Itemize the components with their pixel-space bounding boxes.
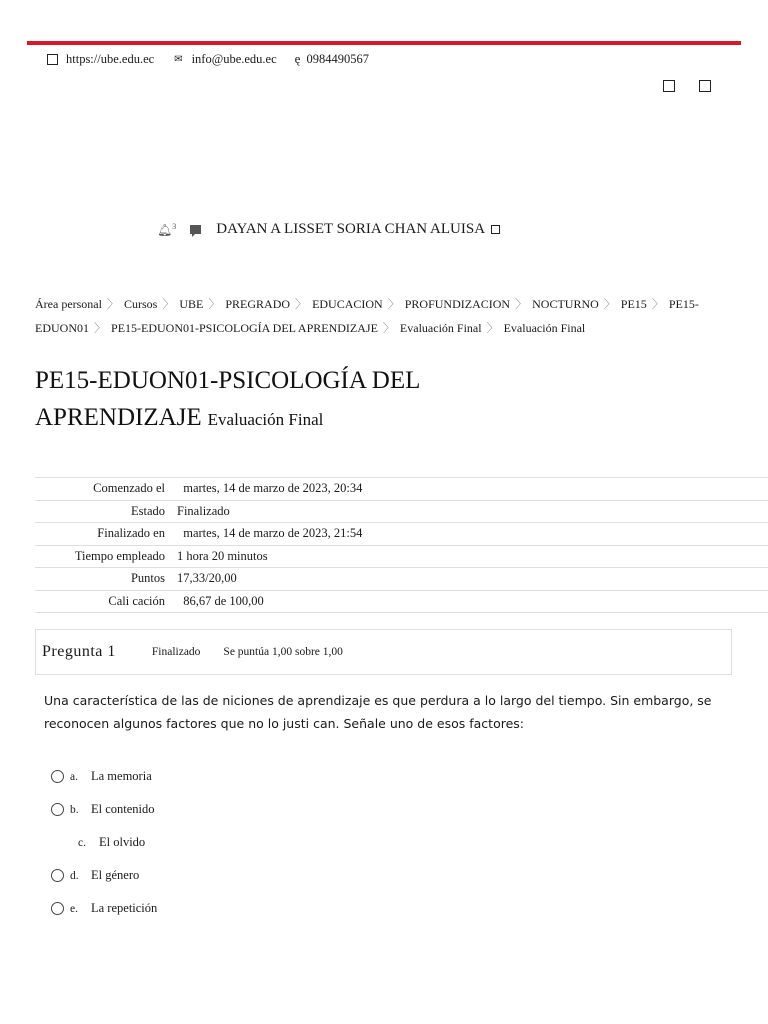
notification-count: 3	[172, 221, 177, 231]
answer-option-e[interactable]	[51, 892, 157, 925]
top-icon-group	[663, 80, 711, 92]
summary-row	[35, 545, 768, 568]
summary-label: Tiempo empleado	[35, 545, 177, 568]
breadcrumb-item[interactable]: UBE	[179, 297, 204, 311]
answer-option-b[interactable]	[51, 793, 157, 826]
summary-label: Estado	[35, 500, 177, 523]
answer-text: La memoria	[91, 769, 152, 783]
page-title	[35, 362, 555, 438]
breadcrumb-item[interactable]: NOCTURNO	[532, 297, 599, 311]
breadcrumb-item[interactable]: Área personal	[35, 297, 102, 311]
answer-text: El género	[91, 868, 140, 882]
answer-text: El contenido	[91, 802, 155, 816]
summary-value: martes, 14 de marzo de 2023, 21:54	[177, 523, 768, 546]
header-accent-bar	[27, 41, 741, 45]
summary-value: 1 hora 20 minutos	[177, 545, 768, 568]
breadcrumb-item[interactable]: Evaluación Final	[399, 321, 482, 335]
breadcrumb-item[interactable]: PE15-EDUON01-PSICOLOGÍA DEL APRENDIZAJE	[111, 321, 378, 335]
answer-letter: d.	[70, 869, 79, 882]
question-state: Finalizado	[151, 646, 201, 658]
summary-row	[35, 523, 768, 546]
radio-icon[interactable]	[51, 869, 64, 882]
user-bar	[157, 221, 500, 238]
summary-label: Cali cación	[35, 590, 177, 613]
summary-label: Finalizado en	[35, 523, 177, 546]
menu-icon[interactable]	[663, 80, 675, 92]
radio-icon[interactable]	[51, 770, 64, 783]
page-subtitle: Evaluación Final	[207, 410, 324, 429]
summary-value: martes, 14 de marzo de 2023, 20:34	[177, 478, 768, 501]
breadcrumb-item[interactable]: Cursos	[123, 297, 158, 311]
summary-label: Puntos	[35, 568, 177, 591]
user-menu-icon[interactable]	[491, 225, 500, 234]
answer-letter: b.	[70, 803, 79, 816]
summary-row	[35, 478, 768, 501]
summary-label: Comenzado el	[35, 478, 177, 501]
breadcrumb-item[interactable]: PREGRADO	[225, 297, 291, 311]
contact-bar	[47, 51, 369, 67]
breadcrumb-item[interactable]: PE15	[620, 297, 647, 311]
question-grade: Se puntúa 1,00 sobre 1,00	[223, 646, 343, 658]
summary-value: 86,67 de 100,00	[177, 590, 768, 613]
user-name[interactable]: DAYAN A LISSET SORIA CHAN ALUISA	[216, 221, 486, 237]
summary-row	[35, 500, 768, 523]
answer-text: La repetición	[91, 901, 158, 915]
answer-option-d[interactable]	[51, 859, 157, 892]
summary-value: 17,33/20,00	[177, 568, 768, 591]
question-number: Pregunta 1	[42, 643, 116, 660]
summary-row	[35, 568, 768, 591]
summary-row	[35, 590, 768, 613]
search-icon[interactable]	[699, 80, 711, 92]
answer-option-c[interactable]	[51, 826, 157, 859]
chat-icon[interactable]	[190, 225, 201, 234]
answer-letter: e.	[70, 902, 78, 915]
breadcrumb-item[interactable]: Evaluación Final	[503, 321, 586, 335]
email-link[interactable]: info@ube.edu.ec	[191, 51, 277, 66]
answer-list	[51, 760, 157, 925]
answer-option-a[interactable]	[51, 760, 157, 793]
answer-letter: c.	[78, 836, 86, 849]
radio-icon[interactable]	[51, 902, 64, 915]
breadcrumb-item[interactable]: PE15-EDUON01	[35, 297, 699, 335]
globe-icon	[47, 54, 58, 65]
envelope-icon: ✉	[174, 53, 183, 65]
bell-icon[interactable]: 🔔︎$^3$	[157, 221, 177, 237]
breadcrumb: Área personal 〉 Cursos 〉 UBE 〉 PREGRADO 〉 EDUCACION 〉 PROFUNDIZACION 〉 NOCTURNO 〉 PE15 〉 PE15-EDUON01 〉 PE15-EDUON01-PSICOLOGÍA DEL APRENDIZAJE 〉 Evaluación Final 〉 Evaluación Final	[35, 297, 699, 335]
summary-value: Finalizado	[177, 500, 768, 523]
phone-icon: ę	[294, 51, 301, 66]
attempt-summary-table	[35, 477, 768, 613]
question-text: Una característica de las de niciones de aprendizaje es que perdura a lo largo del tiempo. Sin embargo, se reconocen algunos factores que no lo justi can. Señale uno de esos factores:	[44, 693, 712, 731]
question-info-box	[35, 629, 732, 675]
course-title: PE15-EDUON01-PSICOLOGÍA DEL APRENDIZAJE	[35, 367, 420, 431]
phone-number[interactable]: 0984490567	[306, 51, 369, 66]
breadcrumb-item[interactable]: EDUCACION	[312, 297, 383, 311]
answer-letter: a.	[70, 770, 78, 783]
website-link[interactable]: https://ube.edu.ec	[66, 51, 155, 66]
radio-icon[interactable]	[51, 803, 64, 816]
answer-text: El olvido	[99, 835, 146, 849]
breadcrumb-item[interactable]: PROFUNDIZACION	[404, 297, 511, 311]
